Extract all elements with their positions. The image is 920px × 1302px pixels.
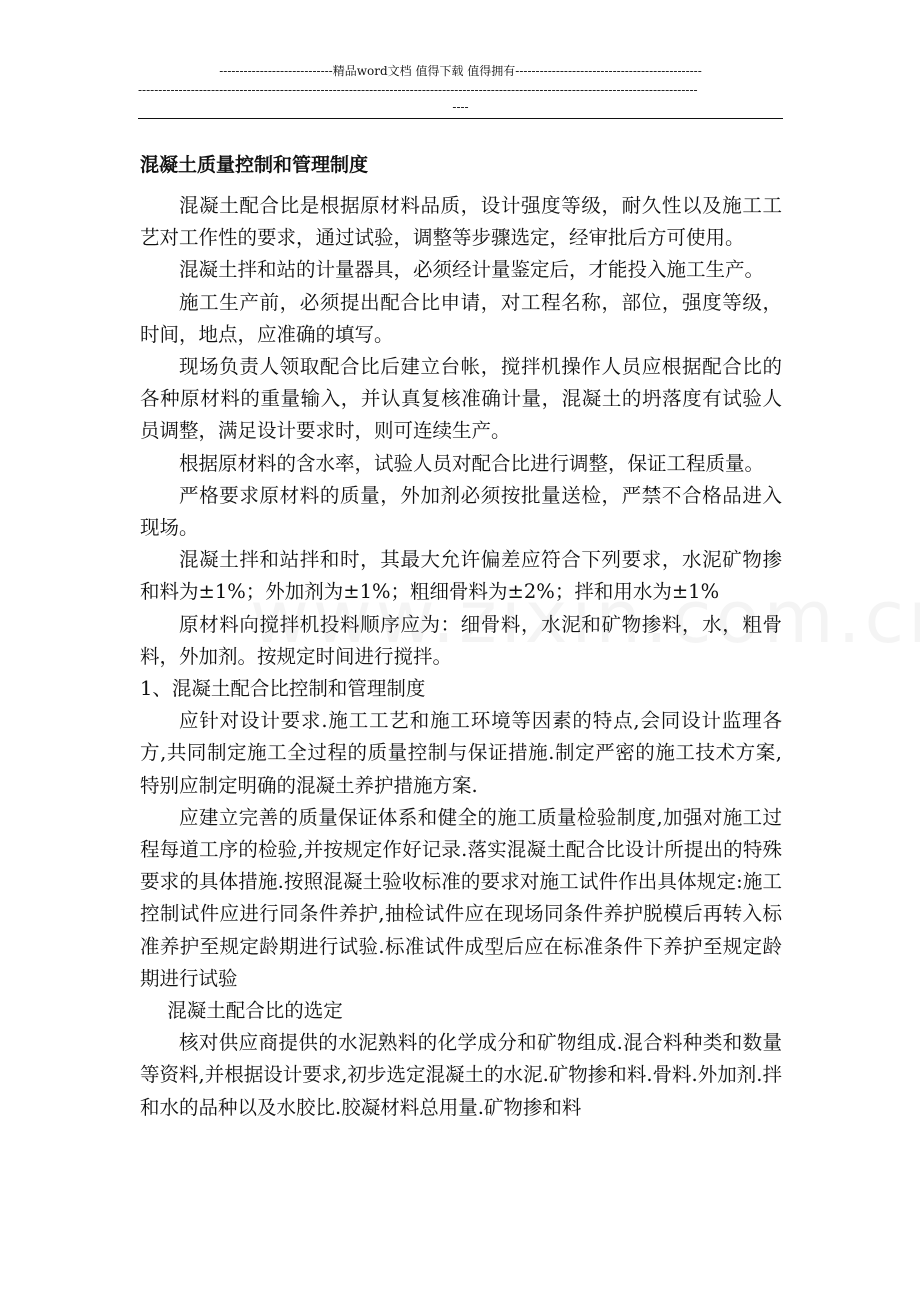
subheading: 混凝土配合比的选定 <box>167 999 343 1023</box>
paragraph: 应针对设计要求.施工工艺和施工环境等因素的特点,会同设计监理各方,共同制定施工全过程的质量控制与保证措施.制定严密的施工技术方案,特别应制定明确的混凝土养护措施方案. <box>140 709 782 797</box>
paragraph: 现场负责人领取配合比后建立台帐，搅拌机操作人员应根据配合比的各种原材料的重量输入，并认真复核准确计量，混凝土的坍落度有试验人员调整，满足设计要求时，则可连续生产。 <box>140 355 782 443</box>
paragraph: 混凝土配合比是根据原材料品质，设计强度等级，耐久性以及施工工艺对工作性的要求，通过试验，调整等步骤选定，经审批后方可使用。 <box>140 194 782 250</box>
paragraph: 混凝土拌和站拌和时，其最大允许偏差应符合下列要求，水泥矿物掺和料为±1%；外加剂为±1%；粗细骨料为±2%；拌和用水为±1% <box>140 548 782 604</box>
header-dash-tail: ---- <box>452 100 469 114</box>
paragraph: 原材料向搅拌机投料顺序应为：细骨料，水泥和矿物掺料，水，粗骨料，外加剂。按规定时间进行搅拌。 <box>140 612 782 668</box>
paragraph: 施工生产前，必须提出配合比申请，对工程名称，部位，强度等级，时间，地点，应准确的填写。 <box>140 290 782 346</box>
paragraph: 混凝土拌和站的计量器具，必须经计量鉴定后，才能投入施工生产。 <box>179 258 765 282</box>
document-title: 混凝土质量控制和管理制度 <box>140 154 369 176</box>
document-body <box>140 190 782 1124</box>
paragraph: 严格要求原材料的质量，外加剂必须按批量送检，严禁不合格品进入现场。 <box>140 483 782 540</box>
header-banner: ----------------------------精品word文档 值得下载 值得拥有---------------------------------------------- <box>219 64 702 78</box>
header-dash-line: ------------------------------------------------------------------------------------------------------------------------------------------ <box>138 83 698 97</box>
section-heading: 1、混凝土配合比控制和管理制度 <box>140 677 426 701</box>
paragraph: 根据原材料的含水率，试验人员对配合比进行调整，保证工程质量。 <box>179 451 765 475</box>
paragraph: 应建立完善的质量保证体系和健全的施工质量检验制度,加强对施工过程每道工序的检验,并按规定作好记录.落实混凝土配合比设计所提出的特殊要求的具体措施.按照混凝土验收标准的要求对施工试件作出具体规定:施工控制试件应进行同条件养护,抽检试件应在现场同条件养护脱模后再转入标准养护至规定龄期进行试验.标准试件成型后应在标准条件下养护至规定龄期进行试验 <box>140 805 782 990</box>
header-rule <box>138 118 783 119</box>
paragraph: 核对供应商提供的水泥熟料的化学成分和矿物组成.混合料种类和数量等资料,并根据设计要求,初步选定混凝土的水泥.矿物掺和料.骨料.外加剂.拌和水的品种以及水胶比.胶凝材料总用量.矿物掺和料 <box>140 1031 782 1119</box>
